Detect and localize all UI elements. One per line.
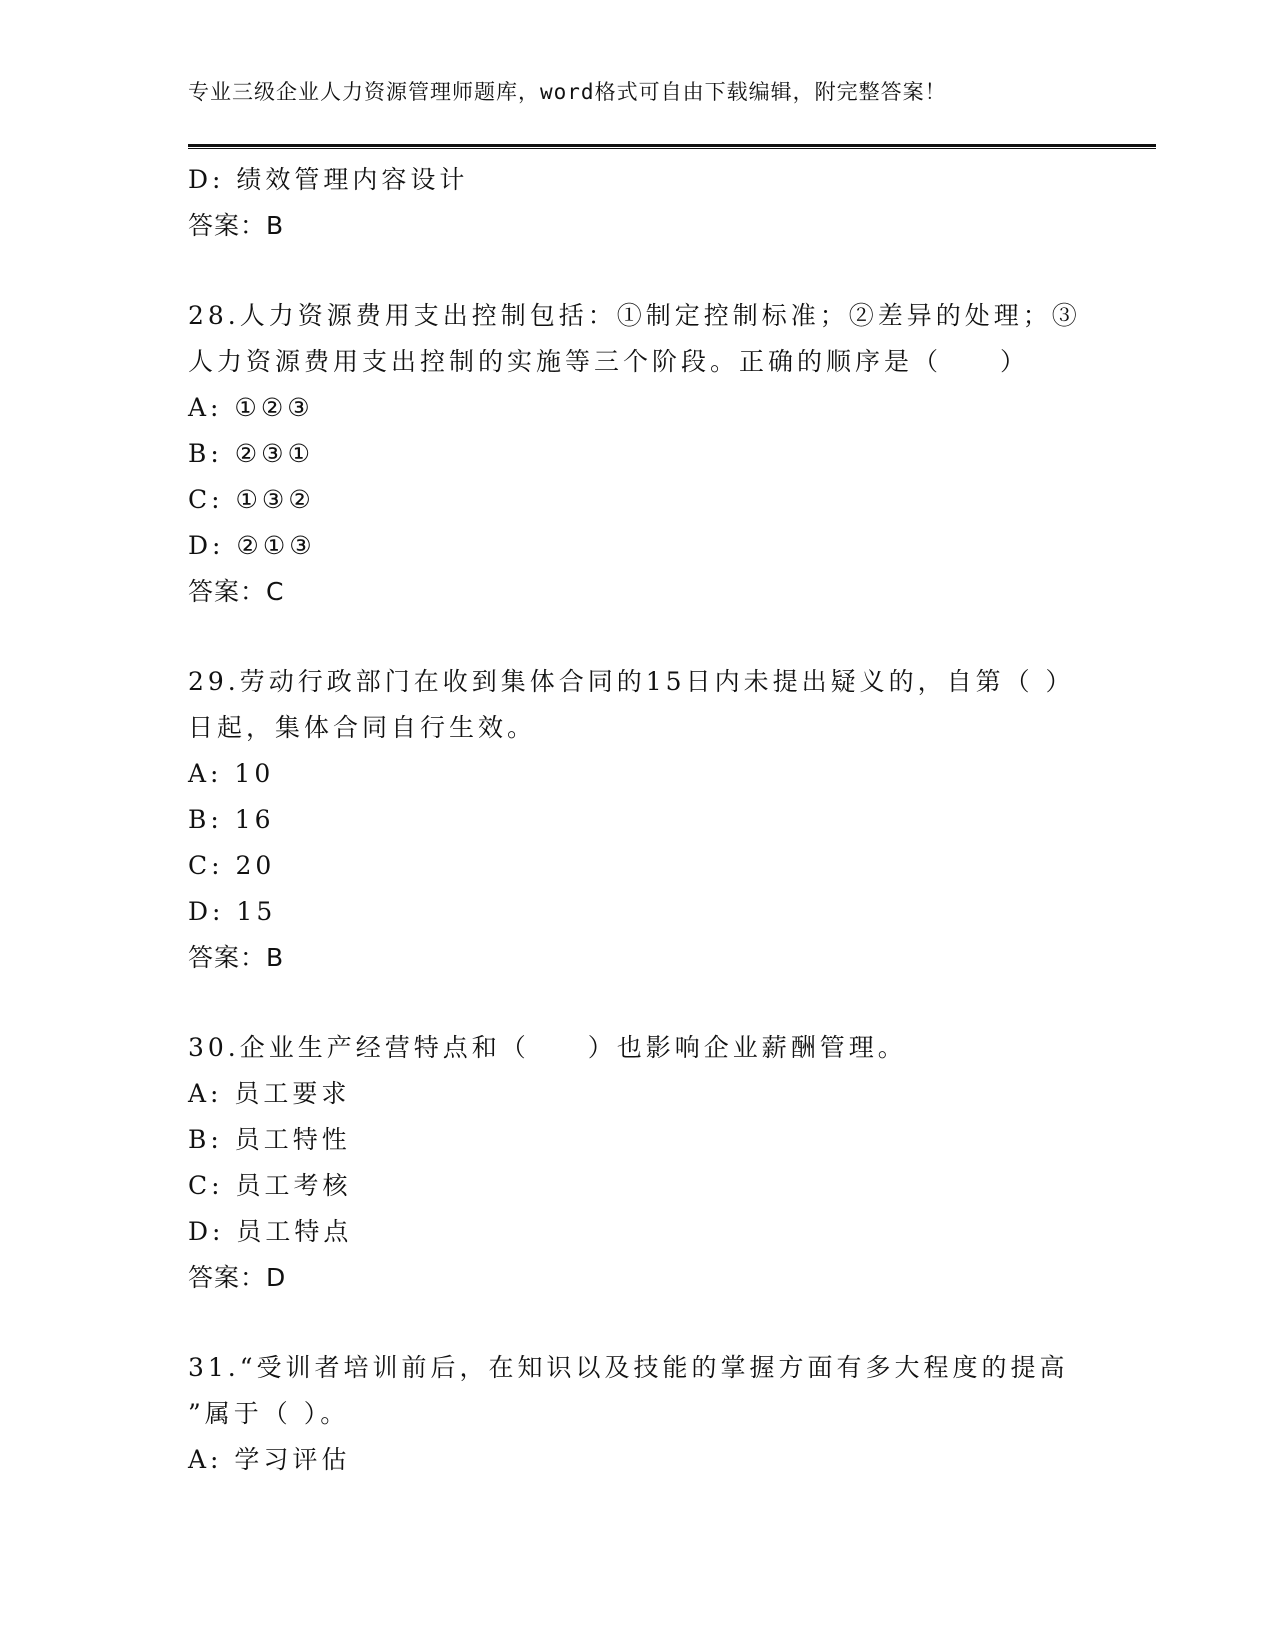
document-body bbox=[188, 157, 1088, 1483]
option-b: B: 员工特性 bbox=[188, 1125, 351, 1154]
option-d: D: 绩效管理内容设计 bbox=[188, 165, 469, 194]
question-28 bbox=[188, 293, 1088, 615]
question-text: 30.企业生产经营特点和（ ）也影响企业薪酬管理。 bbox=[188, 1033, 907, 1062]
question-31 bbox=[188, 1345, 1088, 1483]
question-text: 28.人力资源费用支出控制包括：①制定控制标准；②差异的处理；③ bbox=[188, 301, 1081, 330]
header-divider bbox=[188, 144, 1156, 149]
option-c: C: ①③② bbox=[188, 485, 315, 514]
page-header: 专业三级企业人力资源管理师题库，word格式可自由下载编辑，附完整答案！ bbox=[188, 80, 947, 104]
option-d: D: 员工特点 bbox=[188, 1217, 353, 1246]
option-d: D: ②①③ bbox=[188, 531, 316, 560]
question-text: 人力资源费用支出控制的实施等三个阶段。正确的顺序是（ ） bbox=[188, 347, 1030, 376]
option-c: C: 20 bbox=[188, 851, 276, 880]
answer: 答案：C bbox=[188, 577, 285, 606]
option-a: A: 学习评估 bbox=[188, 1445, 351, 1474]
question-text: 29.劳动行政部门在收到集体合同的15日内未提出疑义的，自第（ ） bbox=[188, 667, 1075, 696]
option-a: A: ①②③ bbox=[188, 393, 314, 422]
answer: 答案：B bbox=[188, 943, 285, 972]
question-text: 31.“受训者培训前后，在知识以及技能的掌握方面有多大程度的提高 bbox=[188, 1353, 1069, 1382]
option-b: B: ②③① bbox=[188, 439, 314, 468]
question-text: ”属于（ ）。 bbox=[188, 1399, 350, 1428]
option-d: D: 15 bbox=[188, 897, 277, 926]
question-30 bbox=[188, 1025, 1088, 1301]
option-a: A: 10 bbox=[188, 759, 275, 788]
question-text: 日起，集体合同自行生效。 bbox=[188, 713, 537, 742]
option-b: B: 16 bbox=[188, 805, 275, 834]
question-29 bbox=[188, 659, 1088, 981]
answer: 答案：B bbox=[188, 211, 285, 240]
option-a: A: 员工要求 bbox=[188, 1079, 351, 1108]
answer: 答案：D bbox=[188, 1263, 287, 1292]
question-27-tail bbox=[188, 157, 1088, 249]
option-c: C: 员工考核 bbox=[188, 1171, 352, 1200]
